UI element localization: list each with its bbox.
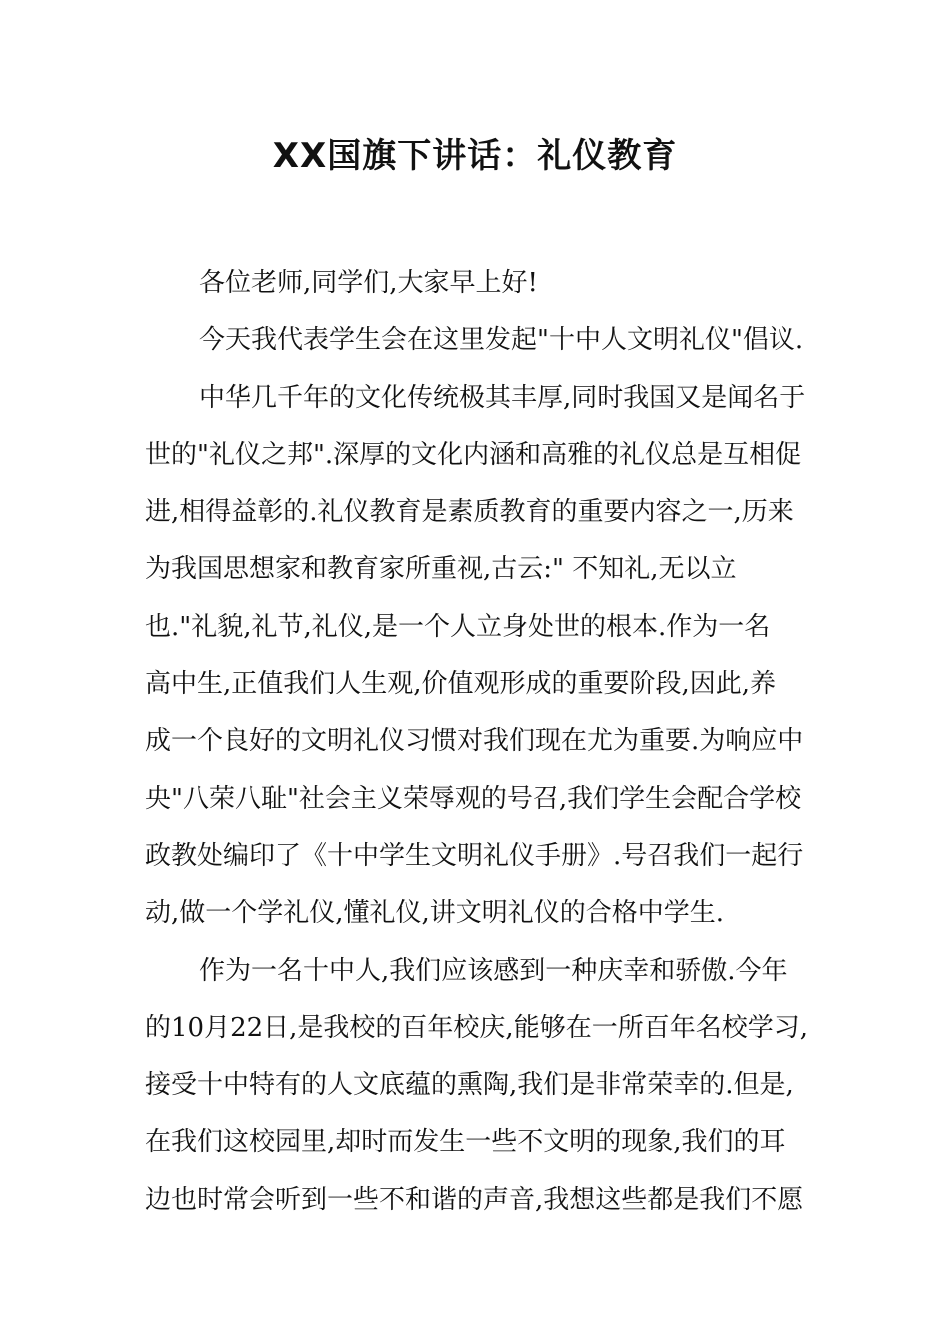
text-line: 世的"礼仪之邦".深厚的文化内涵和高雅的礼仪总是互相促	[145, 439, 802, 470]
document-title: XX国旗下讲话：礼仪教育	[272, 136, 678, 176]
text-line: 政教处编印了《十中学生文明礼仪手册》.号召我们一起行	[145, 840, 804, 871]
text-line: 的10月22日,是我校的百年校庆,能够在一所百年名校学习,	[145, 1012, 808, 1043]
text-line: 高中生,正值我们人生观,价值观形成的重要阶段,因此,养	[145, 669, 777, 700]
text-line: 边也时常会听到一些不和谐的声音,我想这些都是我们不愿	[145, 1184, 804, 1215]
text-line: 接受十中特有的人文底蕴的熏陶,我们是非常荣幸的.但是,	[145, 1070, 794, 1101]
text-line: 各位老师,同学们,大家早上好!	[199, 268, 538, 298]
text-line: 为我国思想家和教育家所重视,古云:" 不知礼,无以立	[145, 554, 737, 585]
text-line: 成一个良好的文明礼仪习惯对我们现在尤为重要.为响应中	[145, 726, 804, 757]
document-body	[145, 255, 810, 1229]
text-line: 作为一名十中人,我们应该感到一种庆幸和骄傲.今年	[199, 955, 788, 986]
text-line: 央"八荣八耻"社会主义荣辱观的号召,我们学生会配合学校	[145, 783, 802, 814]
text-line: 在我们这校园里,却时而发生一些不文明的现象,我们的耳	[145, 1127, 786, 1158]
text-line: 今天我代表学生会在这里发起"十中人文明礼仪"倡议.	[199, 325, 804, 356]
text-line: 进,相得益彰的.礼仪教育是素质教育的重要内容之一,历来	[145, 497, 794, 528]
text-line: 动,做一个学礼仪,懂礼仪,讲文明礼仪的合格中学生.	[145, 898, 725, 929]
text-line: 中华几千年的文化传统极其丰厚,同时我国又是闻名于	[199, 382, 806, 413]
text-line: 也."礼貌,礼节,礼仪,是一个人立身处世的根本.作为一名	[145, 611, 771, 642]
